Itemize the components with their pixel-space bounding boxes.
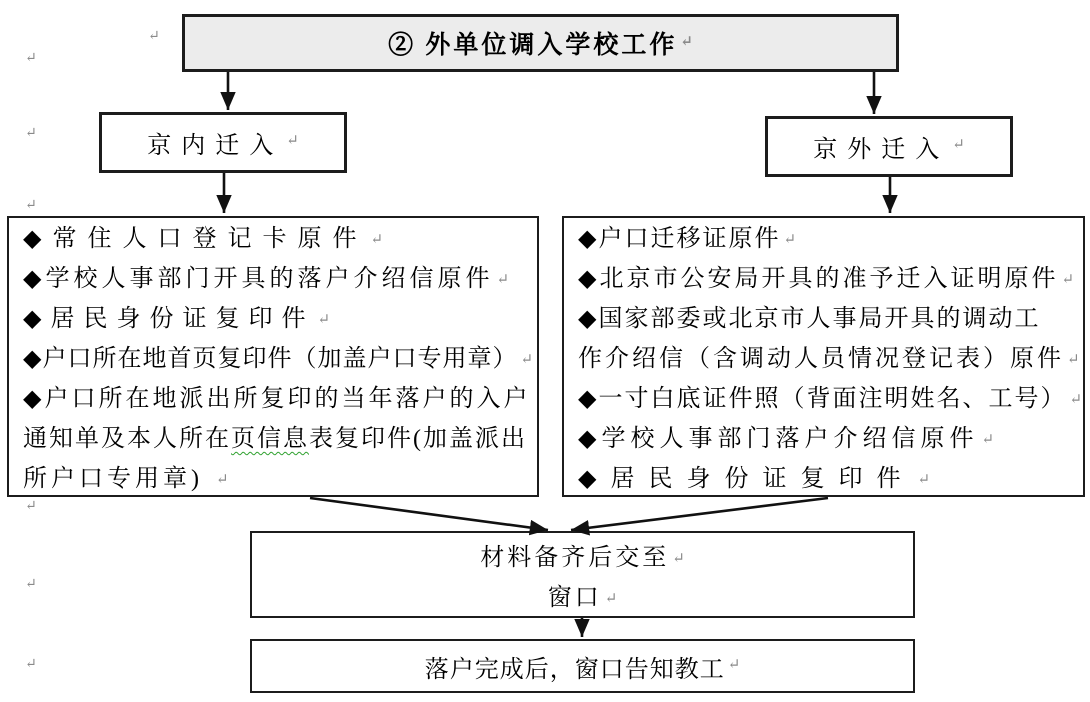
checklist-item: ◆学校人事部门开具的落户介绍信原件 ↵ <box>23 266 510 292</box>
paragraph-mark: ↵ <box>1067 352 1080 368</box>
paragraph-mark: ↵ <box>286 133 299 149</box>
branch-box-jingwai <box>765 116 1013 177</box>
arrow-rightlist-to-collect <box>571 498 828 530</box>
paragraph-mark: ↵ <box>680 33 693 50</box>
submit-materials-line2: 窗口 ↵ <box>547 585 618 611</box>
completion-notice-box <box>250 639 915 693</box>
checklist-item: ◆户口所在地首页复印件（加盖户口专用章） ↵ <box>23 346 534 372</box>
paragraph-mark: ↵ <box>25 577 37 592</box>
paragraph-mark: ↵ <box>672 551 685 567</box>
paragraph-mark: ↵ <box>952 137 965 153</box>
branch-label-jingwai: 京外迁入 <box>813 137 950 163</box>
submit-materials-line1: 材料备齐后交至 ↵ <box>480 545 685 571</box>
paragraph-mark: ↵ <box>1061 272 1075 288</box>
paragraph-mark: ↵ <box>1069 392 1083 408</box>
completion-notice-text: 落户完成后，窗口告知教工 <box>424 656 725 683</box>
paragraph-mark: ↵ <box>216 472 229 488</box>
checklist-item: ◆一寸白底证件照（背面注明姓名、工号） ↵ <box>578 386 1083 412</box>
spellcheck-underline: 页信息 <box>231 426 309 452</box>
branch-label-jingnei: 京内迁入 <box>147 133 284 159</box>
arrow-leftlist-to-collect <box>310 498 548 530</box>
checklist-item-continuation: 作介绍信（含调动人员情况登记表）原件 ↵ <box>578 346 1080 372</box>
checklist-box-jingwai <box>562 216 1085 497</box>
paragraph-mark: ↵ <box>783 232 797 248</box>
checklist-item-continuation: 所户口专用章) ↵ <box>23 466 229 492</box>
submit-materials-box <box>250 531 915 618</box>
checklist-item: ◆学校人事部门落户介绍信原件 ↵ <box>578 426 995 452</box>
checklist-item: ◆户口迁移证原件 ↵ <box>578 226 797 252</box>
paragraph-mark: ↵ <box>25 51 37 66</box>
checklist-item: ◆户口所在地派出所复印的当年落户的入户 <box>23 386 531 412</box>
paragraph-mark: ↵ <box>727 656 741 673</box>
paragraph-mark: ↵ <box>25 198 37 213</box>
paragraph-mark: ↵ <box>370 232 384 248</box>
paragraph-mark: ↵ <box>25 499 37 514</box>
checklist-item: ◆居民身份证复印件 ↵ <box>578 466 931 492</box>
paragraph-mark: ↵ <box>317 312 331 328</box>
paragraph-mark: ↵ <box>917 472 931 488</box>
checklist-box-jingnei <box>7 216 539 497</box>
paragraph-mark: ↵ <box>25 126 37 141</box>
process-title-box <box>182 14 899 72</box>
branch-box-jingnei <box>99 112 347 173</box>
paragraph-mark: ↵ <box>148 29 160 44</box>
paragraph-mark: ↵ <box>496 272 510 288</box>
checklist-item: ◆国家部委或北京市人事局开具的调动工 <box>578 306 1041 332</box>
checklist-item: ◆居民身份证复印件 ↵ <box>23 306 331 332</box>
process-title: ② 外单位调入学校工作 <box>388 32 678 59</box>
checklist-item: ◆常住人口登记卡原件 ↵ <box>23 226 384 252</box>
checklist-item-continuation: 通知单及本人所在页信息表复印件(加盖派出 <box>23 426 527 452</box>
checklist-item: ◆北京市公安局开具的准予迁入证明原件 ↵ <box>578 266 1075 292</box>
paragraph-mark: ↵ <box>520 352 534 368</box>
paragraph-mark: ↵ <box>25 657 37 672</box>
paragraph-mark: ↵ <box>981 432 995 448</box>
paragraph-mark: ↵ <box>604 591 618 607</box>
